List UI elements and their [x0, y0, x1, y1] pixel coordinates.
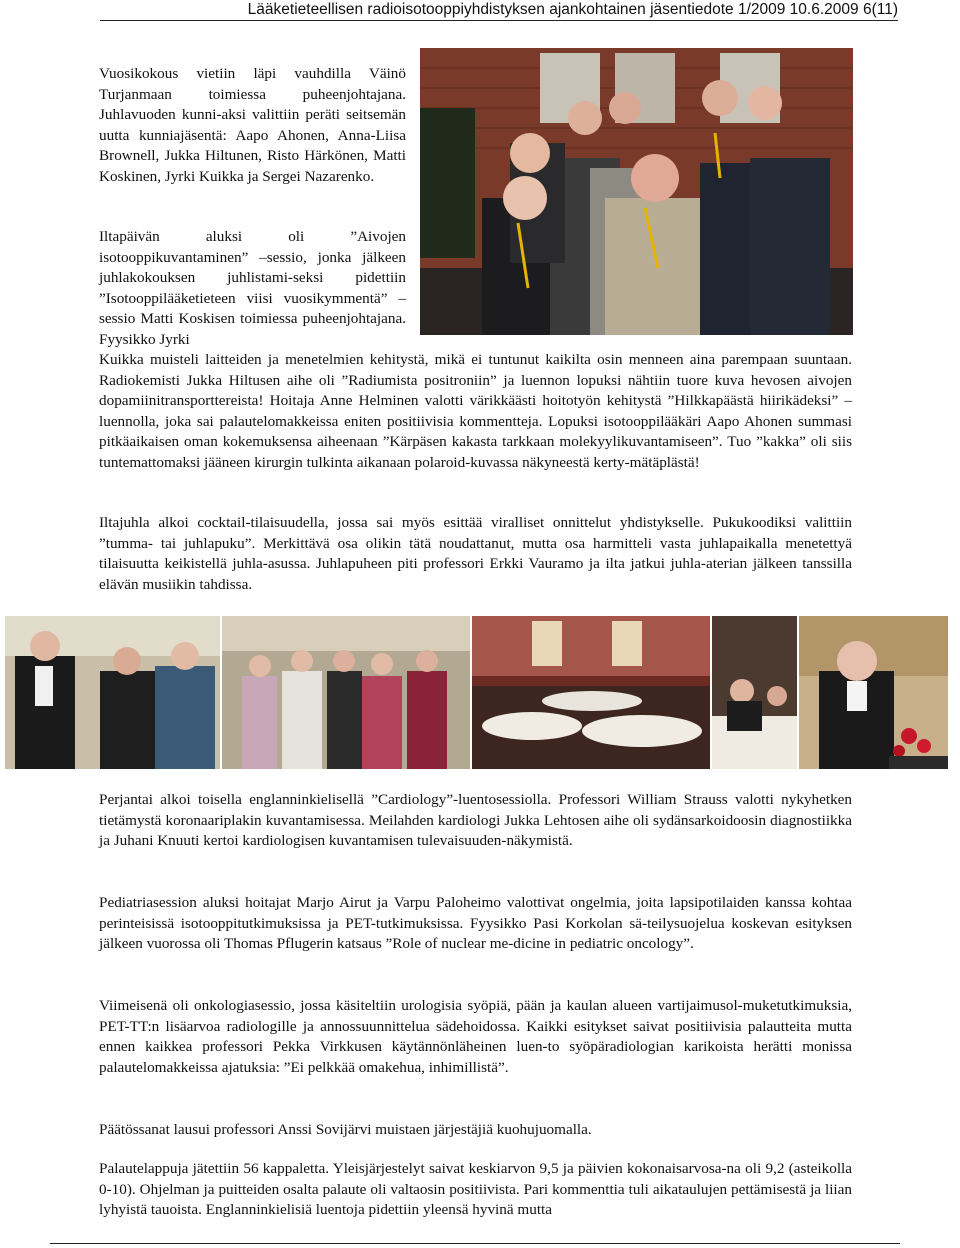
photo-cocktail-women — [222, 616, 470, 769]
header-title: Lääketieteellisen radioisotooppiyhdistyksen ajankohtainen jäsentiedote 1/2009 10.6.2009 — [247, 1, 859, 18]
photo-speaker — [799, 616, 948, 769]
page-number: 6(11) — [862, 1, 898, 18]
photo-dinner-table — [712, 616, 797, 769]
intro-paragraph-1: Vuosikokous vietiin läpi vauhdilla Väinö Turjanmaan toimiessa puheenjohtajana. Juhlavuoden kunni-aksi valittiin peräti seitsemän uutta kunniajäsentä: Aapo Ahonen, Anna-Liisa Brownell, Jukka Hiltunen, Risto Härkönen, Matti Koskinen, Jyrki Kuikka ja Sergei Nazarenko. — [99, 65, 406, 185]
intro-paragraph-2-start: Iltapäivän aluksi oli ”Aivojen isotooppikuvantaminen” –sessio, jonka jälkeen juhlakokouksen juhlistami-seksi pidettiin ”Isotooppilääketieteen viisi vuosikymmentä” –sessio Matti Koskisen toimiessa puheenjohtajana. Fyysikko Jyrki — [99, 228, 406, 348]
paragraph-evening-gala: Iltajuhla alkoi cocktail-tilaisuudella, jossa sai myös esittää viralliset onnittelut yhdistykselle. Pukukoodiksi valittiin ”tumma- tai juhlapuku”. Merkittävä osa olikin tätä noudattanut, mutta osa harmitteli vasta juhlapaikalla menetettyä tilaisuutta keikistellä juhla-asussa. Juhlapuheen piti professori Erkki Vauramo ja ilta jatkui juhla-aterian jälkeen tanssilla elävän musiikin tahdissa. — [99, 514, 852, 593]
photo-dinner-hall — [472, 616, 710, 769]
paragraph-oncology: Viimeisenä oli onkologiasessio, jossa käsiteltiin urologisia syöpiä, pään ja kaulan alueen vartijaimusol-muketutkimuksia, PET-TT:n lisäarvoa radiologille ja annossuunnittelua sädehoidossa. Kaikki esitykset saivat positiivisia palautteita mutta ennen kaikkea professori Pekka Virkkusen käytännönläheinen luen-to syöpäradiologian karikoista herätti monissa palautelomakkeissa ajatuksia: ”Ei pelkkää omakehua, inhimillistä”. — [99, 997, 852, 1076]
page-header — [100, 0, 898, 21]
paragraph-feedback: Palautelappuja jätettiin 56 kappaletta. Yleisjärjestelyt saivat keskiarvon 9,5 ja päivien kokonaisarvosa-na oli 9,2 (asteikolla 0-10). Ohjelman ja puitteiden osalta palaute oli valtaosin positiivista. Pari kommenttia tuli aikataulujen pettämisestä ja liian lyhyistä tauoista. Englanninkielisiä luentoja pidettiin yleensä hyvinä mutta — [99, 1160, 852, 1219]
footer-divider — [50, 1243, 900, 1244]
paragraph-closing: Päätössanat lausui professori Anssi Sovijärvi muistaen järjestäjiä kuohujuomalla. — [99, 1121, 592, 1138]
intro-paragraph-2-end: Kuikka muisteli laitteiden ja menetelmien kehitystä, mikä ei tuntunut kaikilta osin menneen aina parempaan suuntaan. Radiokemisti Jukka Hiltusen aihe oli ”Radiumista positroniin” ja luennon lopuksi nähtiin tuore kuva hevosen aivojen dopamiinitransporttereista! Hoitaja Anne Helminen valotti värikkäästi hoitotyön kehitystä ”Hilkkapäästä hiirikädeksi” –luennolla, joka sai palautelomakkeissa eniten positiivisia kommentteja. Lopuksi isotooppilääkäri Aapo Ahonen summasi pitkäaikaisen oman kokemuksensa aiheenaan ”Kärpäsen kakasta tarkkaan molekyylikuvantamiseen”. Tuo ”kakka” oli siis tuntemattomaksi jääneen kirurgin tulkinta aikanaan polaroid-kuvassa näkyneestä kerty-mätäplästä! — [99, 351, 852, 471]
photo-cocktail-men — [5, 616, 220, 769]
paragraph-cardiology: Perjantai alkoi toisella englanninkielisellä ”Cardiology”-luentosessiolla. Professori William Strauss valotti nykyhetken tietämystä koronaariplakin kuvantamisessa. Meilahden kardiologi Jukka Lehtosen aihe oli sydänsarkoidoosin diagnostiikka ja Juhani Knuuti kertoi kardiologisen kuvantamisen tulevaisuuden-näkymistä. — [99, 791, 852, 850]
group-photo — [420, 48, 853, 335]
paragraph-pediatrics: Pediatriasession aluksi hoitajat Marjo Airut ja Varpu Paloheimo valottivat ongelmia, joita lapsipotilaiden kanssa kohtaa perinteisissä isotooppitutkimuksissa ja PET-tutkimuksissa. Fyysikko Pasi Korkolan sä-teilysuojelua koskevan esityksen jälkeen vuorossa oli Thomas Pflugerin katsaus ”Role of nuclear me-dicine in pediatric oncology”. — [99, 894, 852, 953]
